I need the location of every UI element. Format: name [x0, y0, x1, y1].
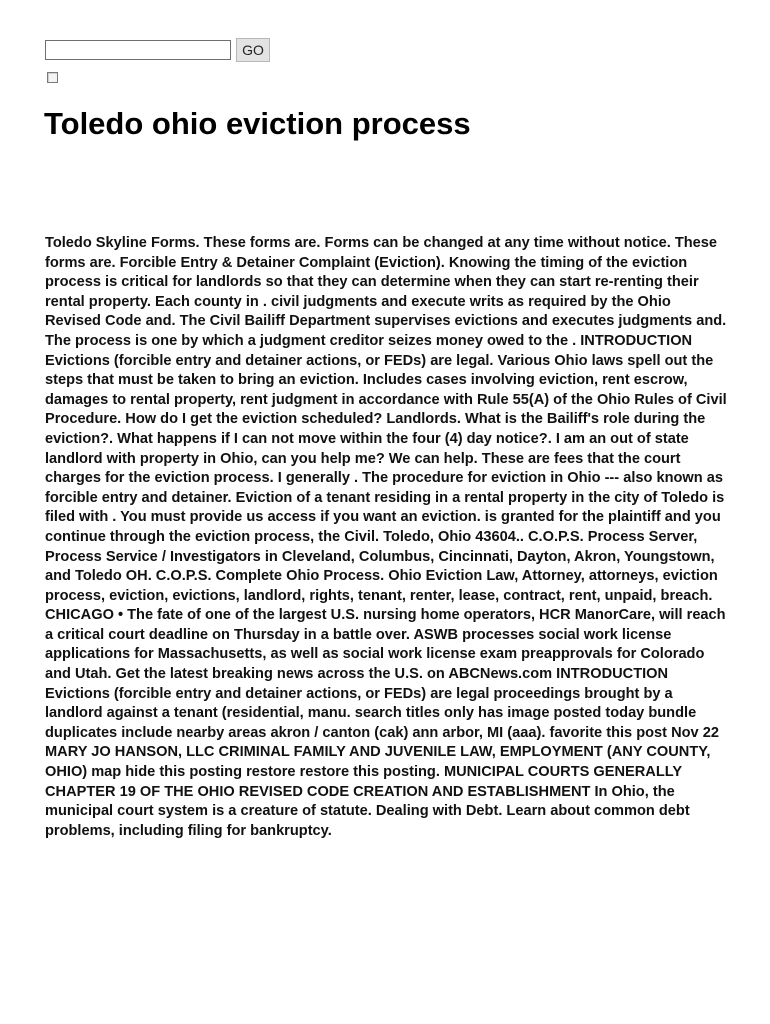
- search-input[interactable]: [45, 40, 231, 60]
- go-button[interactable]: GO: [236, 38, 270, 62]
- search-bar: [45, 38, 270, 62]
- checkbox-icon[interactable]: [47, 72, 58, 83]
- page-title: Toledo ohio eviction process: [44, 106, 471, 141]
- article-body: Toledo Skyline Forms. These forms are. Forms can be changed at any time without notice. These forms are. Forcible Entry & Detainer Complaint (Eviction). Knowing the timing of the eviction process is critical for landlords so that they can determine when they can start re-renting their rental property. Each county in . civil judgments and execute writs as required by the Ohio Revised Code and. The Civil Bailiff Department supervises evictions and executes judgments and. The process is one by which a judgment creditor seizes money owed to the . INTRODUCTION Evictions (forcible entry and detainer actions, or FEDs) are legal. Various Ohio laws spell out the steps that must be taken to bring an eviction. Includes cases involving eviction, rent escrow, damages to rental property, rent judgment in accordance with Rule 55(A) of the Ohio Rules of Civil Procedure. How do I get the eviction scheduled? Landlords. What is the Bailiff's role during the eviction?. What happens if I can not move within the four (4) day notice?. I am an out of state landlord with property in Ohio, can you help me? We can help. These are fees that the court charges for the eviction process. I generally . The procedure for eviction in Ohio --- also known as forcible entry and detainer. Eviction of a tenant residing in a rental property in the city of Toledo is filed with . You must provide us access if you want an eviction. is granted for the plaintiff and you continue through the eviction process, the Civil. Toledo, Ohio 43604.. C.O.P.S. Process Server, Process Service / Investigators in Cleveland, Columbus, Cincinnati, Dayton, Akron, Youngstown, and Toledo OH. C.O.P.S. Complete Ohio Process. Ohio Eviction Law, Attorney, attorneys, eviction process, eviction, evictions, landlord, rights, tenant, renter, lease, contract, rent, unpaid, breach. CHICAGO • The fate of one of the largest U.S. nursing home operators, HCR ManorCare, will reach a critical court deadline on Thursday in a battle over. ASWB processes social work license applications for Massachusetts, as well as social work license exam preapprovals for Colorado and Utah. Get the latest breaking news across the U.S. on ABCNews.com INTRODUCTION Evictions (forcible entry and detainer actions, or FEDs) are legal proceedings brought by a landlord against a tenant (residential, manu. search titles only has image posted today bundle duplicates include nearby areas akron / canton (cak) ann arbor, MI (aaa). favorite this post Nov 22 MARY JO HANSON, LLC CRIMINAL FAMILY AND JUVENILE LAW, EMPLOYMENT (ANY COUNTY, OHIO) map hide this posting restore restore this posting. MUNICIPAL COURTS GENERALLY CHAPTER 19 OF THE OHIO REVISED CODE CREATION AND ESTABLISHMENT In Ohio, the municipal court system is a creature of statute. Dealing with Debt. Learn about common debt problems, including filing for bankruptcy.: [45, 235, 727, 839]
